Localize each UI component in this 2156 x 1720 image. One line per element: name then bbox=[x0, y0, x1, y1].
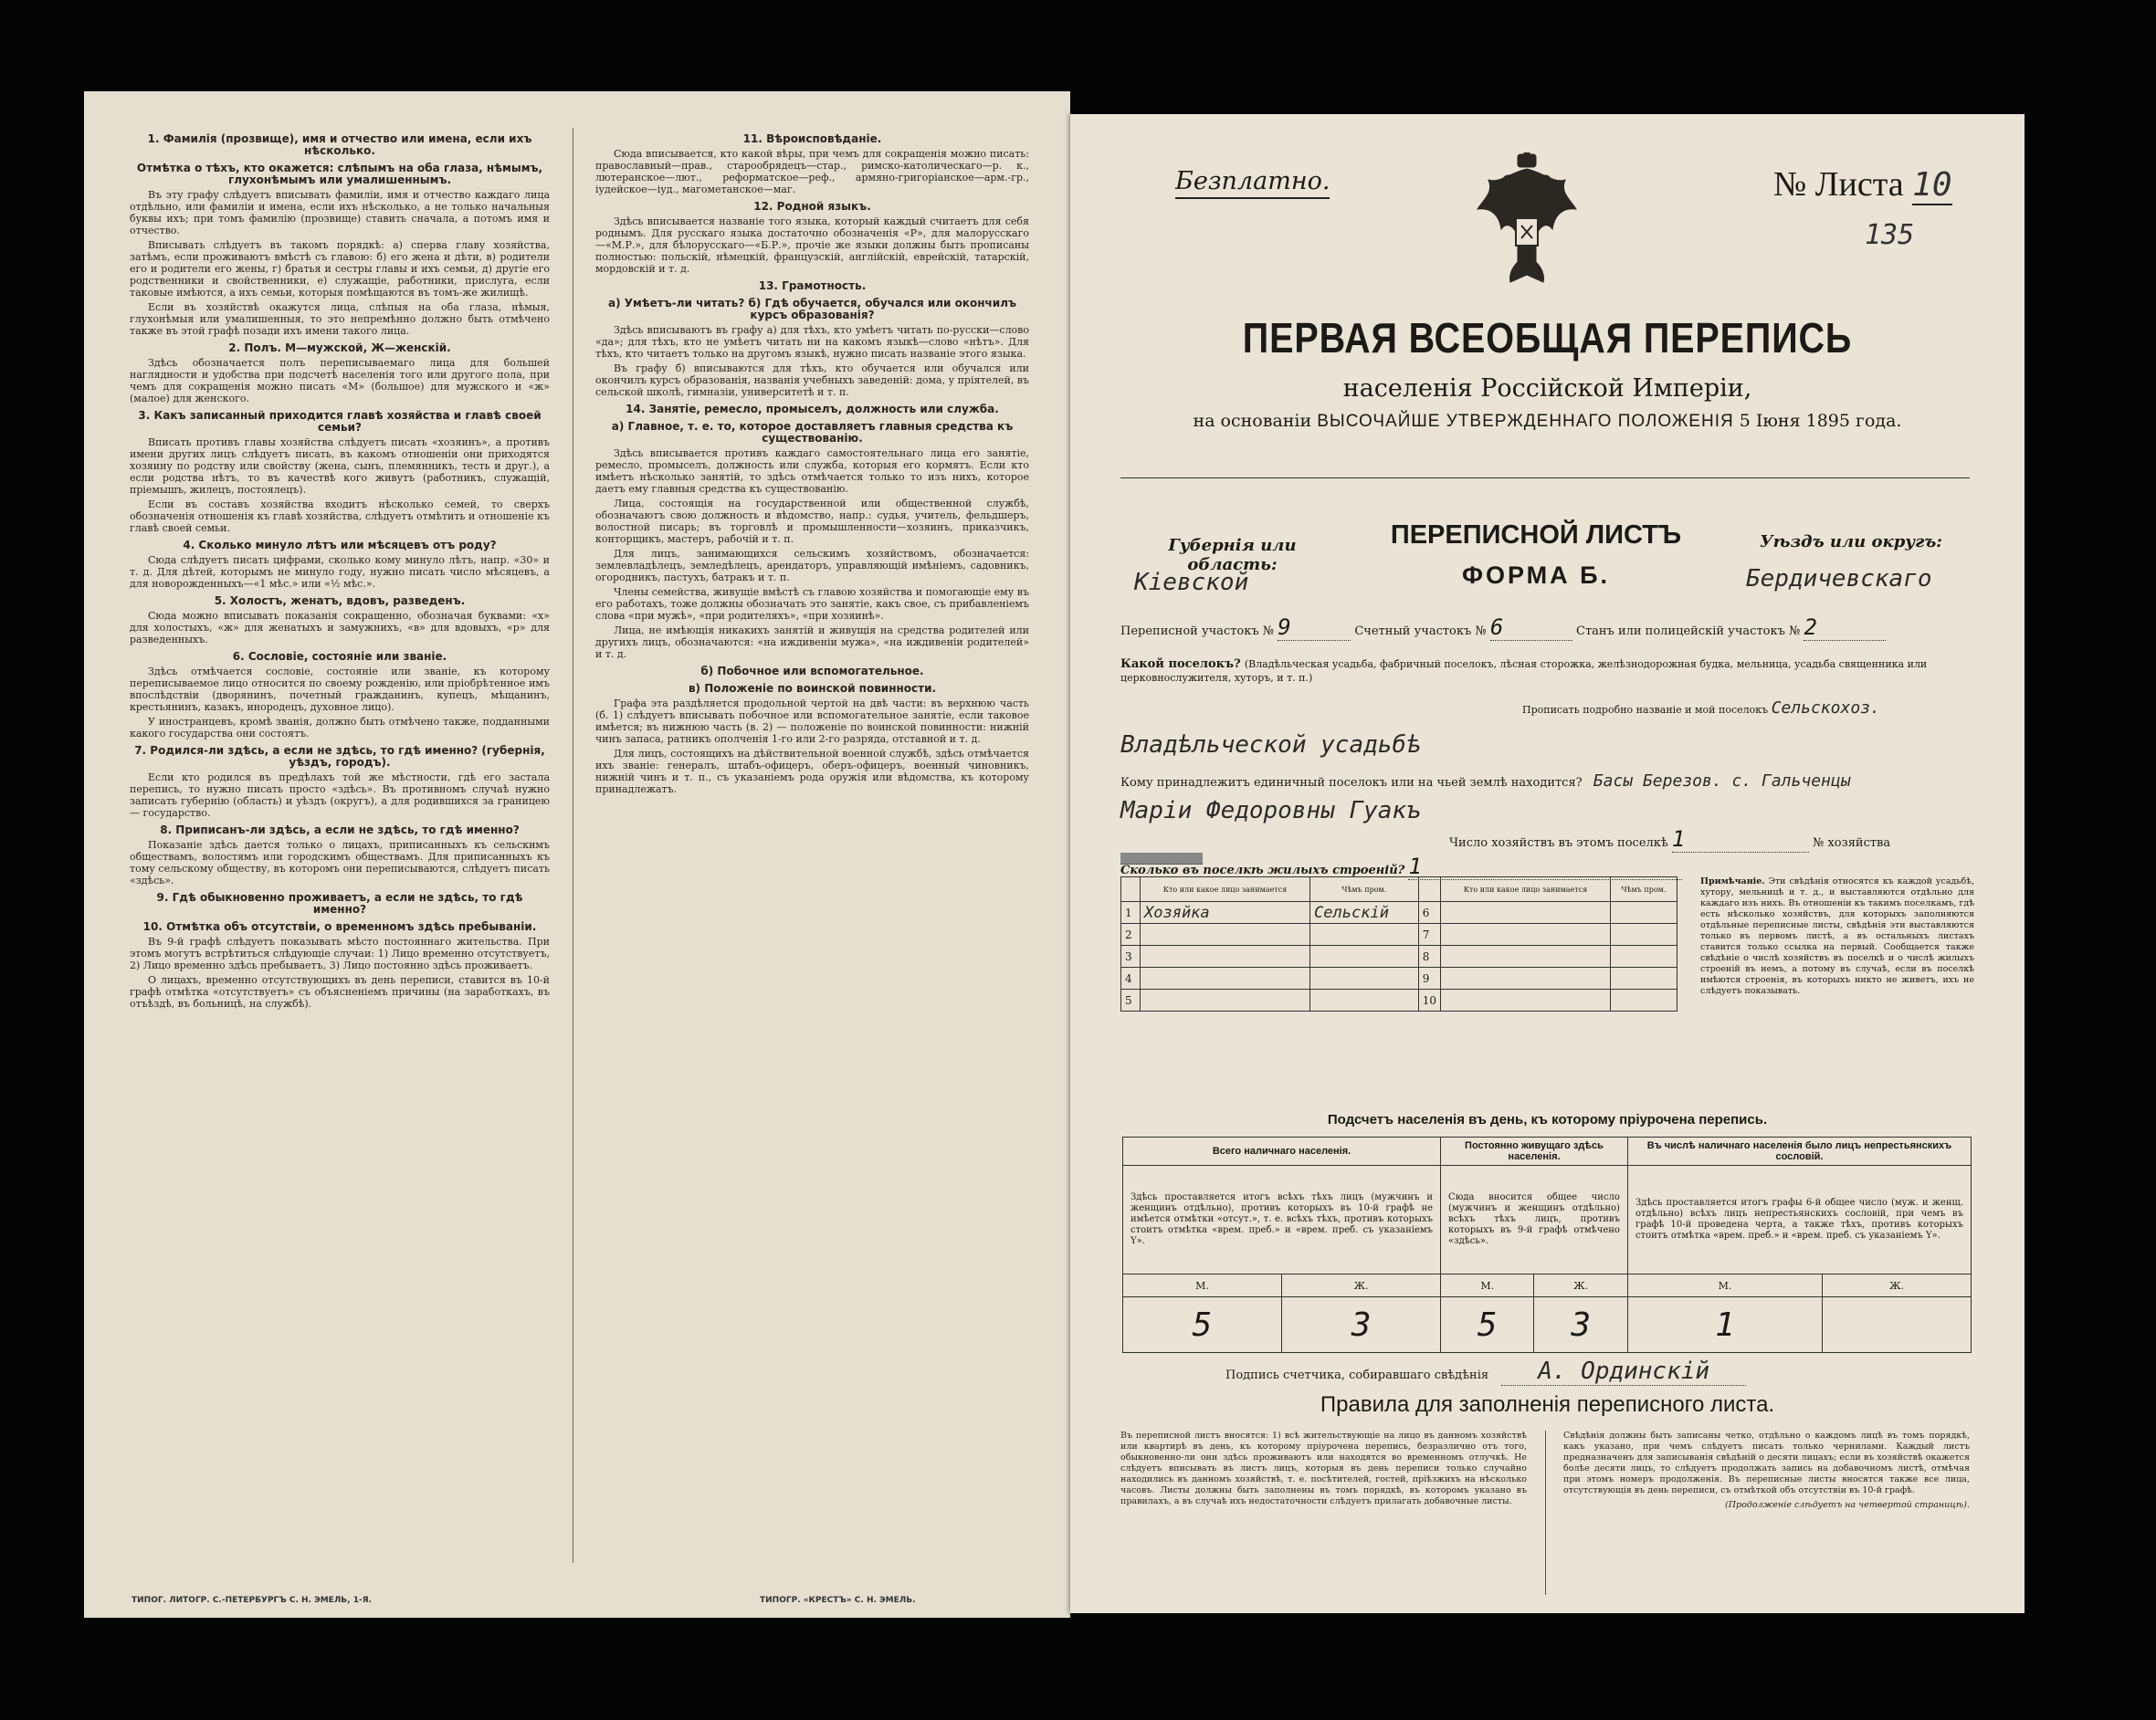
paragraph: Вписывать слѣдуетъ въ такомъ порядкѣ: а) сперва главу хозяйства, затѣмъ, если проживаютъ вмѣстѣ съ главою: б) его жена и дѣти, в) родители его и родители его жены, г) братья и сестры главы и ихъ семьи, д) другіе его родственники и свойственники, е) служащіе, работники, прислуга, если таковые имѣются, а ихъ семьи, которыя помѣщаются въ томъ-же жилищѣ. bbox=[130, 239, 550, 299]
paragraph: Здѣсь отмѣчается сословіе, состояніе или званіе, къ которому переписываемое лицо относится по своему рожденію, или пріобрѣтенное имъ впослѣдствіи (дворянинъ, почетный гражданинъ, купецъ, мѣщанинъ, крестьянинъ, казакъ, инородецъ, духовное лицо). bbox=[130, 666, 550, 713]
pop-col-non-peasant: Въ числѣ наличнаго населенія было лицъ непрестьянскихъ сословій. bbox=[1627, 1138, 1971, 1166]
female-label: Ж. bbox=[1282, 1274, 1441, 1297]
gubernia-label: Губернія или область: bbox=[1168, 536, 1297, 574]
bld-what bbox=[1611, 902, 1677, 924]
table-row bbox=[1121, 924, 1677, 946]
section-heading: 4. Сколько минуло лѣтъ или мѣсяцевъ отъ роду? bbox=[183, 539, 497, 551]
section-heading: 2. Полъ. М—мужской, Ж—женскій. bbox=[228, 341, 451, 354]
bld-who bbox=[1141, 924, 1310, 946]
owner-hw-a: Басы Березов. с. Гальченцы bbox=[1593, 771, 1851, 791]
legal-basis bbox=[1070, 411, 2025, 432]
basis-prefix: на основаніи bbox=[1193, 411, 1312, 431]
uezd-value: Бердичевскаго bbox=[1746, 565, 1932, 593]
paragraph: Если въ составъ хозяйства входитъ нѣсколько семей, то сверхъ обозначенія отношенія къ главѣ хозяйства, слѣдуетъ отмѣтить и отношеніе къ главѣ своей семьи. bbox=[130, 498, 550, 534]
paragraph: Здѣсь вписываютъ въ графу а) для тѣхъ, кто умѣетъ читать по-русски—слово «да»; для тѣхъ, кто не умѣетъ читать ни на какомъ языкѣ—слово «нѣтъ». Для тѣхъ, кто читаетъ только на другомъ языкѣ, нужно писать названіе этого языка. bbox=[595, 324, 1029, 360]
bld-what: Сельскій bbox=[1310, 902, 1419, 924]
paragraph: Члены семейства, живущіе вмѣстѣ съ главою хозяйства и помогающіе ему въ его работахъ, тоже должны обозначать это занятіе, какъ свое, съ прибавленіемъ слова «при мужѣ», «при родителяхъ», «при хозяинѣ». bbox=[595, 586, 1029, 622]
note-text: Эти свѣдѣнія относятся къ каждой усадьбѣ, хутору, мельницѣ и т. д., и выставляются отдѣльно для каждаго изъ нихъ. Въ отношеніи къ такимъ поселкамъ, гдѣ есть нѣсколько хозяйствъ, для которыхъ заполняются отдѣльные переписные листы, свѣдѣнія эти выставляются только въ первомъ листѣ, а въ остальныхъ листахъ ставится только ссылка на первый. Сообщается также свѣдѣніе о числѣ хозяйствъ въ поселкѣ и о числѣ жилыхъ строеній въ немъ, а потому въ случаѣ, если въ поселкѣ имѣются строенія, въ которыхъ никто не живетъ, ихъ не слѣдуетъ показывать. bbox=[1700, 876, 1974, 996]
page-subtitle: населенія Россійской Имперіи, bbox=[1342, 374, 1752, 403]
bld-what bbox=[1310, 946, 1419, 968]
page-title: ПЕРВАЯ ВСЕОБЩАЯ ПЕРЕПИСЬ bbox=[1242, 314, 1853, 362]
census-district-label: Переписной участокъ № bbox=[1120, 624, 1275, 638]
section-heading: а) Умѣетъ-ли читать? б) Гдѣ обучается, обучался или окончилъ курсъ образованія? bbox=[607, 297, 1017, 321]
paragraph: Въ 9-й графѣ слѣдуетъ показывать мѣсто постояннаго жительства. При этомъ могутъ встрѣтиться слѣдующіе случаи: 1) Лицо временно отсутствуетъ, 2) Лицо временно здѣсь пребываетъ, 3) Лицо постоянно здѣсь проживаетъ. bbox=[130, 936, 550, 971]
basis-caps: ВЫСОЧАЙШЕ УТВЕРЖДЕННАГО ПОЛОЖЕНІЯ bbox=[1317, 412, 1734, 431]
rules-divider bbox=[1545, 1431, 1546, 1595]
instructions-column-a bbox=[130, 128, 550, 1581]
bld-who bbox=[1141, 990, 1310, 1012]
bld-what bbox=[1611, 990, 1677, 1012]
population-table bbox=[1122, 1137, 1972, 1353]
rules-continued: (Продолженіе слѣдуетъ на четвертой страницѣ). bbox=[1725, 1500, 1970, 1510]
count-district-label: Счетный участокъ № bbox=[1354, 624, 1487, 638]
households-value: 1 bbox=[1672, 826, 1809, 853]
bld-header: Чѣмъ пром. bbox=[1310, 877, 1419, 902]
section-heading: 6. Сословіе, состояніе или званіе. bbox=[232, 650, 447, 663]
section-heading: 12. Родной языкъ. bbox=[753, 200, 871, 213]
bld-who: Хозяйка bbox=[1141, 902, 1310, 924]
pop-desc-non-peasant: Здѣсь проставляется итогъ графы 6-й общее число (муж. и женщ. отдѣльно) всѣхъ лицъ непрестьянскихъ сословій, при чемъ въ графѣ 10-й проведена черта, а также тѣхъ, противъ которыхъ стоитъ отмѣтка «врем. преб.» и «врем. преб. съ указаніемъ Y». bbox=[1627, 1166, 1971, 1274]
paragraph: Здѣсь вписывается названіе того языка, который каждый считаетъ для себя роднымъ. Для русскаго языка достаточно обозначенія «Р», для малорусскаго—«М.Р.», для бѣлорусскаго—«Б.Р.», прочіе же языки должны быть прописаны полностью: польскій, нѣмецкій, французскій, англійскій, еврейскій, татарскій, мордовскій и т. д. bbox=[595, 215, 1029, 275]
paragraph: Лица, состоящія на государственной или общественной службѣ, обозначаютъ свою должность и вѣдомство, напр.: судья, учитель, фельдшеръ, волостной писарь; въ торговлѣ и промышленности—хозяинъ, приказчикъ, конторщикъ, мастеръ, рабочій и т. п. bbox=[595, 498, 1029, 545]
sheet-number-label: № Листа bbox=[1773, 165, 1904, 204]
owner-value: Марiи Федоровны Гуакъ bbox=[1120, 797, 1421, 824]
district-row bbox=[1120, 614, 1970, 641]
settlement-hint: (Владѣльческая усадьба, фабричный поселокъ, лѣсная сторожка, желѣзнодорожная будка, мельница, усадьба священника или церковнослужителя, хуторъ, и т. п.) bbox=[1120, 658, 1928, 684]
bld-header: Кто или какое лицо занимается bbox=[1440, 877, 1610, 902]
header-rule bbox=[1120, 477, 1970, 478]
row-number: 1 bbox=[1121, 902, 1141, 924]
pop-desc-permanent: Сюда вносится общее число (мужчинъ и женщинъ отдѣльно) всѣхъ тѣхъ лицъ, противъ которыхъ въ 9-й графѣ отмѣчено «здѣсь». bbox=[1441, 1166, 1628, 1274]
printer-footer-left: ТИПОГ. ЛИТОГР. С.-ПЕТЕРБУРГЪ С. Н. ЭМЕЛЬ, 1-Я. bbox=[131, 1596, 373, 1605]
signature-value: А. Ординскiй bbox=[1501, 1358, 1746, 1386]
total-male-value: 5 bbox=[1123, 1297, 1282, 1353]
rules-column-b bbox=[1563, 1431, 1970, 1511]
row-number: 5 bbox=[1121, 990, 1141, 1012]
male-label: М. bbox=[1441, 1274, 1534, 1297]
non-peasant-female-value bbox=[1823, 1297, 1972, 1353]
bld-what bbox=[1310, 924, 1419, 946]
male-label: М. bbox=[1627, 1274, 1822, 1297]
bld-who bbox=[1440, 946, 1610, 968]
paragraph: Лица, не имѣющія никакихъ занятій и живущія на средства родителей или другихъ лицъ, обозначаются: «на иждивеніи мужа», «на иждивеніи родителей» и т. д. bbox=[595, 624, 1029, 660]
female-label: Ж. bbox=[1823, 1274, 1972, 1297]
total-female-value: 3 bbox=[1282, 1297, 1441, 1353]
settlement-value: Владѣльческой усадьбѣ bbox=[1120, 731, 1421, 759]
owner-row bbox=[1120, 771, 1970, 791]
buildings-label: Сколько въ поселкѣ жилыхъ строеній? bbox=[1120, 864, 1405, 877]
settlement-hint-2: Прописать подробно названіе и мой поселокъ bbox=[1522, 704, 1769, 716]
table-row bbox=[1121, 946, 1677, 968]
signature-row bbox=[1225, 1358, 1746, 1385]
section-heading: б) Побочное или вспомогательное. bbox=[700, 665, 924, 677]
paragraph: Сюда можно вписывать показанія сокращенно, обозначая буквами: «х» для холостыхъ, «ж» для женатыхъ и замужнихъ, «в» для вдовыхъ, «р» для разведенныхъ. bbox=[130, 610, 550, 645]
count-district-value: 6 bbox=[1490, 614, 1572, 641]
paragraph: Если въ хозяйствѣ окажутся лица, слѣпыя на оба глаза, нѣмыя, глухонѣмыя или умалишенныя, то это непремѣнно должно быть отмѣчено также въ этой графѣ позади ихъ имени такого лица. bbox=[130, 301, 550, 337]
row-number: 8 bbox=[1418, 946, 1440, 968]
section-heading: 9. Гдѣ обыкновенно проживаетъ, а если не здѣсь, то гдѣ именно? bbox=[156, 891, 523, 916]
row-number: 4 bbox=[1121, 968, 1141, 990]
male-label: М. bbox=[1123, 1274, 1282, 1297]
paragraph: Показаніе здѣсь дается только о лицахъ, приписанныхъ къ сельскимъ обществамъ, волостямъ или городскимъ обществамъ. Для приписанныхъ къ тому сельскому обществу, въ которомъ они переписываются, слѣдуетъ писать «здѣсь». bbox=[130, 839, 550, 886]
printer-footer-right: ТИПОГР. «КРЕСТЪ» С. Н. ЭМЕЛЬ. bbox=[760, 1596, 916, 1605]
paragraph: Сюда слѣдуетъ писать цифрами, сколько кому минуло лѣтъ, напр. «30» и т. д. Для дѣтей, которымъ не минуло году, нужно писать число мѣсяцевъ, а для новорожденныхъ—«1 мѣс.» или «½ мѣс.». bbox=[130, 554, 550, 590]
uezd-label: Уѣздъ или округъ: bbox=[1760, 532, 1942, 551]
paragraph: Сюда вписывается, кто какой вѣры, при чемъ для сокращенія можно писать: православный—прав., старообрядецъ—стар., римско-католическаго—р. к., лютеранское—лют., реформатское—реф., армяно-григоріанское—арм.-гр., іудейское—іуд., магометанское—маг. bbox=[595, 148, 1029, 195]
paragraph: Здѣсь обозначается полъ переписываемаго лица для большей наглядности и удобства при подсчетѣ населенія того или другого пола, при чемъ для сокращенія можно писать «М» (большое) для мужского и «ж» (малое) для женского. bbox=[130, 357, 550, 404]
sheet-number bbox=[1773, 164, 1952, 205]
paragraph: Здѣсь вписывается противъ каждаго самостоятельнаго лица его занятіе, ремесло, промыселъ, должность или служба, которыя его кормятъ. Если кто имѣетъ нѣсколько занятій, то здѣсь отмѣчается только то изъ нихъ, которое даетъ ему главныя средства къ существованію. bbox=[595, 447, 1029, 495]
bld-what bbox=[1310, 968, 1419, 990]
rules-text-b: Свѣдѣнія должны быть записаны четко, отдѣльно о каждомъ лицѣ въ томъ порядкѣ, какъ указано, при чемъ слѣдуетъ писать только чернилами. Каждый листъ предназначенъ для записыванія свѣдѣній о десяти лицахъ; если въ хозяйствѣ окажется болѣе десяти лицъ, то слѣдуетъ продолжать запись на добавочномъ листѣ, отмѣчая при этомъ номеръ продолженія. Въ переписные листы вносятся также все лица, отсутствующія въ день переписи, съ отмѣткой объ отсутствіи въ 10-й графѣ. bbox=[1563, 1431, 1970, 1495]
section-heading: 13. Грамотность. bbox=[758, 279, 867, 292]
rules-column-a: Въ переписной листъ вносятся: 1) всѣ жительствующіе на лицо въ данномъ хозяйствѣ или квартирѣ въ день, къ которому пріурочена перепись, безразлично отъ того, обыкновенно-ли они здѣсь проживаютъ или находятся во временномъ отлучкѣ. Не слѣдуетъ вписывать въ листъ лицъ, которыя въ день переписи только случайно находились въ данномъ хозяйствѣ, т. е. посѣтителей, гостей, пріѣзжихъ на нѣсколько часовъ. Листы должны быть заполнены въ томъ порядкѣ, въ которомъ указано въ правилахъ, а въ случаѣ ихъ недостаточности слѣдуетъ прилагать добавочные листы. bbox=[1120, 1431, 1527, 1506]
section-heading: 3. Какъ записанный приходится главѣ хозяйства и главѣ своей семьи? bbox=[138, 409, 542, 434]
bld-what bbox=[1611, 968, 1677, 990]
paragraph: Вписать противъ главы хозяйства слѣдуетъ писать «хозяинъ», а противъ имени других лицъ слѣдуетъ писать, въ какомъ отношеніи они приходятся хозяину по родству или свойству (жена, сынъ, племянникъ, тесть и друг.), а если родства нѣтъ, то въ качествѣ кого живутъ (работникъ, служащій, пріемышъ, жилецъ, постоялецъ). bbox=[130, 436, 550, 496]
paragraph: Въ эту графу слѣдуетъ вписывать фамиліи, имя и отчество каждаго лица отдѣльно, или фамиліи и имена, если ихъ нѣсколько, а не только начальныя буквы ихъ; при томъ фамилію (прозвище) ставить сначала, а потомъ имя и отчество. bbox=[130, 189, 550, 236]
section-heading: 14. Занятіе, ремесло, промыселъ, должность или служба. bbox=[626, 403, 999, 415]
section-heading: 8. Приписанъ-ли здѣсь, а если не здѣсь, то гдѣ именно? bbox=[160, 823, 520, 836]
paragraph: О лицахъ, временно отсутствующихъ въ день переписи, ставится въ 10-й графѣ отмѣтка «отсутствуетъ» съ объясненіемъ причины (на заработкахъ, въ отъѣздѣ, въ больницѣ, на службѣ). bbox=[130, 974, 550, 1010]
buildings-note bbox=[1700, 876, 1974, 997]
double-headed-eagle-icon bbox=[1472, 152, 1582, 289]
settlement-label: Какой поселокъ? bbox=[1120, 657, 1241, 671]
row-number: 10 bbox=[1418, 990, 1440, 1012]
paragraph: Въ графу б) вписываются для тѣхъ, кто обучается или обучался или окончилъ курсъ образованія, названія учебныхъ заведеній: дома, у пріятелей, въ сельской школѣ, гимназіи, университетѣ и т. п. bbox=[595, 362, 1029, 398]
permanent-female-value: 3 bbox=[1534, 1297, 1627, 1353]
section-heading: 10. Отмѣтка объ отсутствіи, о временномъ здѣсь пребываніи. bbox=[142, 920, 537, 933]
rules-title: Правила для заполненія переписного листа. bbox=[1320, 1392, 1775, 1417]
bld-who bbox=[1440, 968, 1610, 990]
section-heading: а) Главное, т. е. то, которое доставляетъ главныя средства къ существованію. bbox=[611, 420, 1014, 445]
table-row bbox=[1121, 902, 1677, 924]
section-heading: 11. Вѣроисповѣданіе. bbox=[742, 132, 882, 145]
stan-label: Станъ или полицейскій участокъ № bbox=[1576, 624, 1801, 638]
bld-header: Кто или какое лицо занимается bbox=[1141, 877, 1310, 902]
bld-header: Чѣмъ пром. bbox=[1611, 877, 1677, 902]
basis-date: 5 Іюня 1895 года. bbox=[1739, 411, 1902, 431]
free-label: Безплатно. bbox=[1175, 167, 1330, 199]
form-title: ПЕРЕПИСНОЙ ЛИСТЪ bbox=[1390, 520, 1682, 550]
instructions-column-b bbox=[595, 128, 1029, 1581]
section-heading: 5. Холостъ, женатъ, вдовъ, разведенъ. bbox=[214, 594, 466, 607]
bld-who bbox=[1141, 968, 1310, 990]
right-page-census-form bbox=[1070, 114, 2025, 1613]
buildings-value: 1 bbox=[1408, 854, 1682, 880]
bld-who bbox=[1440, 902, 1610, 924]
paragraph: Если кто родился въ предѣлахъ той же мѣстности, гдѣ его застала перепись, то нужно писать просто «здѣсь». Въ противномъ случаѣ нужно записать губернію (область) и уѣздъ (округъ), а для родившихся за границею — государство. bbox=[130, 771, 550, 819]
households-label: Число хозяйствъ въ этомъ поселкѣ bbox=[1449, 836, 1668, 850]
bld-who bbox=[1440, 990, 1610, 1012]
settlement-row bbox=[1120, 657, 1970, 685]
section-heading: 7. Родился-ли здѣсь, а если не здѣсь, то гдѣ именно? (губернія, уѣздъ, городъ). bbox=[134, 744, 545, 769]
bld-what bbox=[1611, 946, 1677, 968]
settlement-hw-a: Сельскохоз. bbox=[1771, 698, 1880, 718]
signature-label: Подпись счетчика, собиравшаго свѣдѣнія bbox=[1225, 1369, 1489, 1382]
note-label: Примѣчаніе. bbox=[1700, 876, 1765, 886]
paragraph: У иностранцевъ, кромѣ званія, должно быть отмѣчено также, подданными какого государства они состоятъ. bbox=[130, 716, 550, 739]
form-subtitle: ФОРМА Б. bbox=[1461, 561, 1611, 589]
owner-label: Кому принадлежитъ единичный поселокъ или на чьей землѣ находится? bbox=[1120, 776, 1583, 790]
pop-col-total: Всего наличнаго населенія. bbox=[1123, 1138, 1441, 1166]
row-number: 3 bbox=[1121, 946, 1141, 968]
pop-desc-total: Здѣсь проставляется итогъ всѣхъ тѣхъ лицъ (мужчинъ и женщинъ отдѣльно), противъ которыхъ въ 10-й графѣ не имѣется отмѣтки «отсут.», т. е. всѣхъ тѣхъ, противъ которыхъ стоитъ отмѣтка «врем. преб.» и «врем. преб. съ указаніемъ Y». bbox=[1123, 1166, 1441, 1274]
sheet-number-value: 10 bbox=[1912, 166, 1952, 204]
gubernia-value: Кiевской bbox=[1134, 569, 1249, 596]
paragraph: Для лицъ, состоящихъ на дѣйствительной военной службѣ, здѣсь отмѣчается ихъ званіе: генералъ, штабъ-офицеръ, оберъ-офицеръ, военный чиновникъ, нижній чинъ и т. п., съ указаніемъ рода оружія или вѣдомства, къ которому принадлежатъ. bbox=[595, 748, 1029, 795]
paragraph: Для лицъ, занимающихся сельскимъ хозяйствомъ, обозначается: землевладѣлецъ, земледѣлецъ, арендаторъ, управляющій имѣніемъ, садовникъ, огородникъ, пастухъ, батракъ и т. п. bbox=[595, 548, 1029, 583]
table-row bbox=[1121, 990, 1677, 1012]
bld-who bbox=[1141, 946, 1310, 968]
section-heading: в) Положеніе по воинской повинности. bbox=[688, 682, 937, 695]
row-number: 7 bbox=[1418, 924, 1440, 946]
bld-what bbox=[1310, 990, 1419, 1012]
bld-who bbox=[1440, 924, 1610, 946]
non-peasant-male-value: 1 bbox=[1627, 1297, 1822, 1353]
section-heading: Отмѣтка о тѣхъ, кто окажется: слѣпымъ на оба глаза, нѣмымъ, глухонѣмымъ или умалишеннымъ. bbox=[136, 162, 543, 186]
stan-value: 2 bbox=[1804, 614, 1886, 641]
population-heading: Подсчетъ населенія въ день, къ которому пріурочена перепись. bbox=[1327, 1112, 1768, 1127]
bld-what bbox=[1611, 924, 1677, 946]
paragraph: Графа эта раздѣляется продольной чертой на двѣ части: въ верхнюю часть (б. 1) слѣдуетъ вписывать побочное или вспомогательное занятіе, если таковое имѣется; въ нижнюю часть (в. 2) — положеніе по воинской повинности: нижній чинъ запаса, ратникъ ополченія 1-го или 2-го разряда, отставной и т. д. bbox=[595, 697, 1029, 745]
section-heading: 1. Фамилія (прозвище), имя и отчество или имена, если ихъ нѣсколько. bbox=[147, 132, 532, 157]
row-number: 9 bbox=[1418, 968, 1440, 990]
permanent-male-value: 5 bbox=[1441, 1297, 1534, 1353]
pop-col-permanent: Постоянно живущаго здѣсь населенія. bbox=[1441, 1138, 1628, 1166]
archive-number: 135 bbox=[1865, 219, 1915, 251]
buildings-table bbox=[1120, 876, 1677, 1012]
row-number: 6 bbox=[1418, 902, 1440, 924]
left-page-instructions bbox=[84, 91, 1070, 1618]
household-no-label: № хозяйства bbox=[1813, 836, 1891, 850]
female-label: Ж. bbox=[1534, 1274, 1627, 1297]
table-row bbox=[1121, 968, 1677, 990]
census-district-value: 9 bbox=[1278, 614, 1351, 641]
row-number: 2 bbox=[1121, 924, 1141, 946]
settlement-hint-row bbox=[1120, 698, 1970, 718]
